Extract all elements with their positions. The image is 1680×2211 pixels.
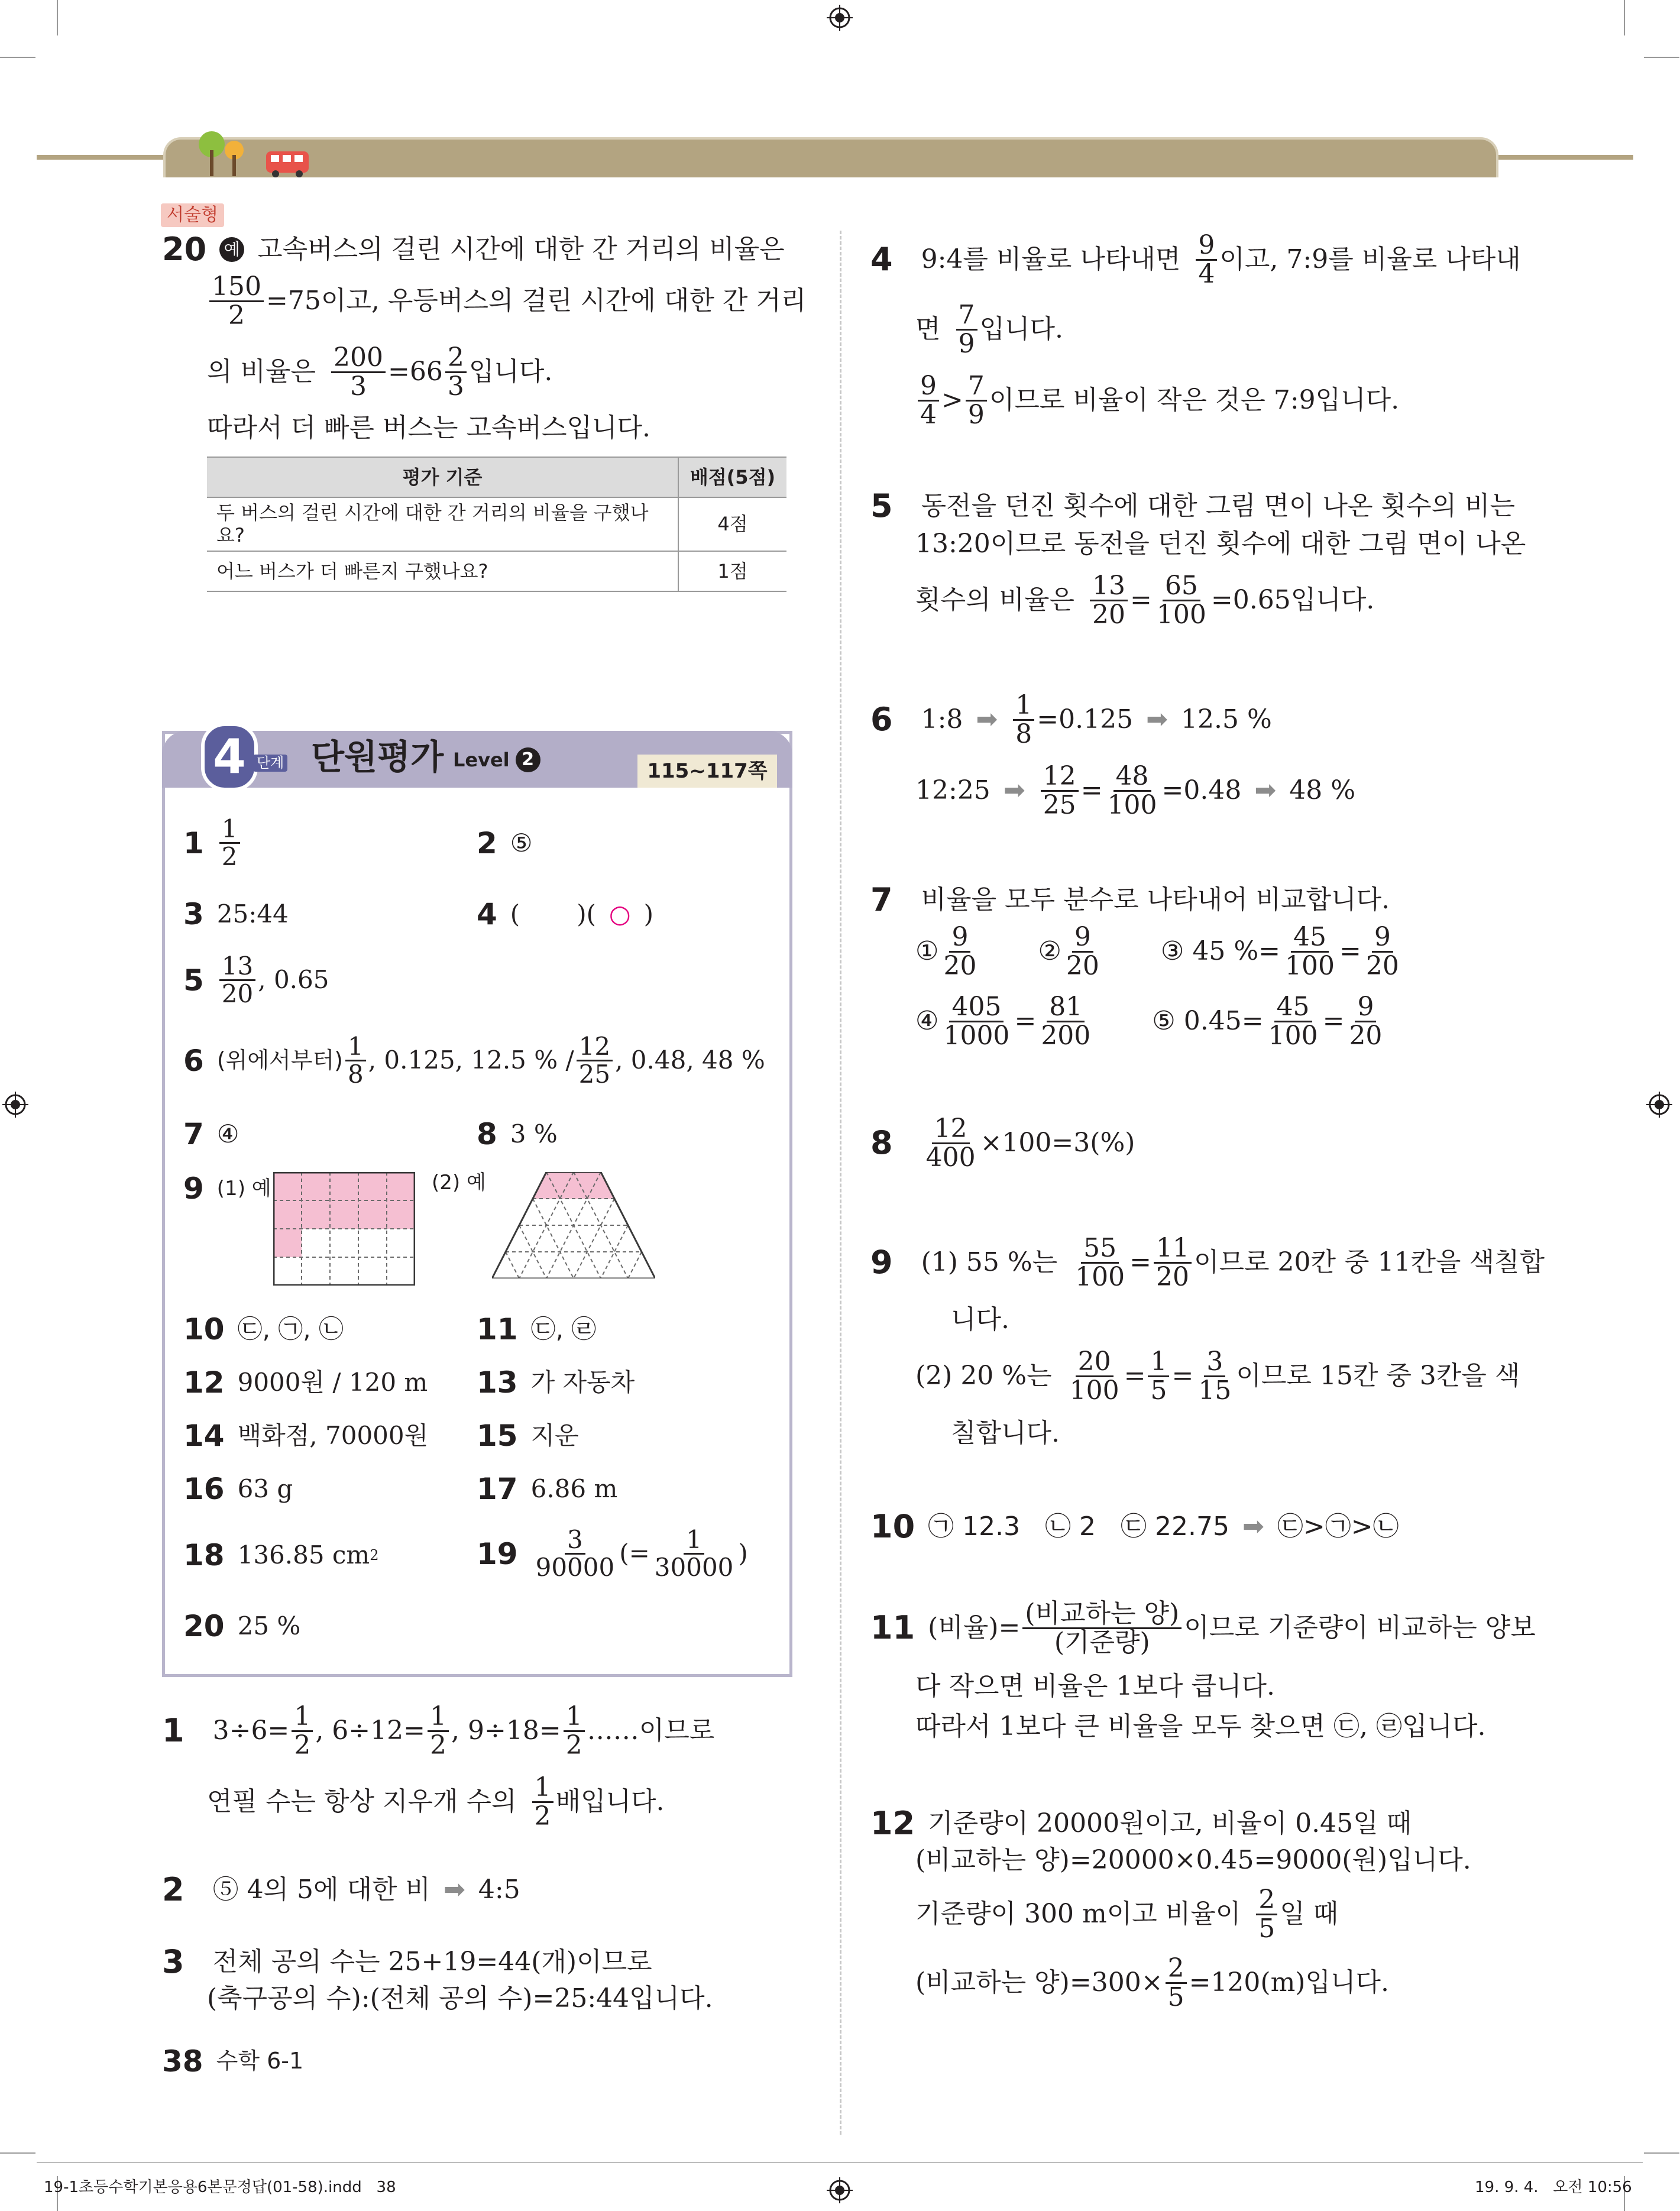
- answer-16: 16 63 g: [183, 1472, 293, 1506]
- solution-9-line2: 니다.: [951, 1304, 1009, 1335]
- crop-line: [0, 57, 35, 58]
- stage-badge: 4: [201, 723, 258, 791]
- criteria-score: 1점: [678, 551, 786, 591]
- question-number: 20: [162, 231, 207, 268]
- answer-9-part2: (2) 예: [432, 1171, 486, 1194]
- fraction: $\frac{13}{20}$: [219, 953, 255, 1007]
- fraction: $\frac{2}{5}$: [1166, 1955, 1187, 2011]
- q20-text: =75이고, 우등버스의 걸린 시간에 대한 간 거리: [266, 286, 807, 316]
- fraction: $\frac{81}{200}$: [1041, 992, 1091, 1051]
- criteria-item: 어느 버스가 더 빠른지 구했나요?: [207, 551, 678, 591]
- rectangle-grid-figure: [273, 1172, 415, 1286]
- answer-10: 10 ㉢, ㉠, ㉡: [183, 1312, 344, 1346]
- example-mark: 예: [219, 237, 244, 262]
- solution-3-line2: (축구공의 수):(전체 공의 수)=25:44입니다.: [207, 1983, 713, 2013]
- answer-18: 18 136.85 cm 2: [183, 1538, 379, 1572]
- solution-7-options-row2: ④ $\frac{405}{1000}$ = $\frac{81}{200}$ ⑤ 0.45= $\frac{45}{100}$ = $\frac{9}{20}$: [915, 993, 1387, 1050]
- fraction: $\frac{3}{15}$: [1198, 1346, 1232, 1406]
- solution-11-line3: 따라서 1보다 큰 비율을 모두 찾으면 ㉢, ㉣입니다.: [915, 1711, 1486, 1741]
- fraction: $\frac{2}{3}$: [445, 344, 467, 400]
- solution-1: 1 3÷6= $\frac{1}{2}$ , 6÷12= $\frac{1}{2}$ , 9÷18= $\frac{1}{2}$ ……이므로: [162, 1701, 715, 1761]
- solution-9-part2-line2: 칠합니다.: [951, 1418, 1060, 1448]
- solution-11: 11 (비율)= $\frac{\text{(비교하는 양)}}{\text{(기준량)}}$ 이므로 기준량이 비교하는 양보: [870, 1598, 1536, 1658]
- fraction: $\frac{12}{25}$: [1041, 763, 1079, 819]
- criteria-header: 평가 기준: [207, 457, 678, 497]
- fraction: $\frac{9}{20}$: [1365, 922, 1399, 982]
- arrow-icon: ➡: [1003, 775, 1025, 806]
- q20-line1: [162, 231, 785, 269]
- solution-4-line2: 면 $\frac{7}{9}$ 입니다.: [915, 300, 1064, 360]
- q20-line2: [207, 273, 806, 329]
- answer-20: 20 25 %: [183, 1609, 301, 1643]
- fraction: $\frac{7}{9}$: [966, 373, 987, 429]
- answer-7: 7 ④: [183, 1117, 239, 1151]
- solution-6-line2: 12:25 ➡ $\frac{12}{25}$ = $\frac{48}{100}$ =0.48 ➡ 48 %: [915, 761, 1356, 821]
- q20-text: 고속버스의 걸린 시간에 대한 간 거리의 비율은: [257, 234, 785, 264]
- fraction: $\frac{1}{2}$: [564, 1703, 585, 1759]
- solution-12-line3: 기준량이 300 m이고 비율이 $\frac{2}{5}$ 일 때: [915, 1885, 1339, 1944]
- fraction: $\frac{1}{30000}$: [654, 1525, 734, 1582]
- criteria-item: 두 버스의 걸린 시간에 대한 간 거리의 비율을 구했나요?: [207, 497, 678, 551]
- registration-mark-bottom: [827, 2177, 853, 2203]
- crop-line: [0, 2152, 35, 2154]
- registration-mark-top: [827, 5, 853, 31]
- q20-line4: [207, 413, 650, 444]
- solution-2: 2 ⑤ 4의 5에 대한 비 ➡ 4:5: [162, 1871, 520, 1908]
- answer-2: 2 ⑤: [477, 826, 533, 860]
- page-range: 115~117쪽: [637, 755, 777, 788]
- answer-19: 19 $\frac{3}{90000}$ (= $\frac{1}{30000}$ ): [477, 1525, 748, 1582]
- fraction: $\frac{65}{100}$: [1156, 571, 1206, 630]
- answer-8: 8 3 %: [477, 1117, 558, 1151]
- answer-1: 1 $\frac{1}{2}$: [183, 816, 242, 870]
- fraction: $\frac{45}{100}$: [1268, 992, 1318, 1051]
- fraction: $\frac{1}{2}$: [219, 816, 240, 870]
- fraction: $\frac{9}{20}$: [1066, 922, 1099, 982]
- print-footer-rule: [37, 2162, 1643, 2163]
- essay-tag: 서술형: [161, 203, 224, 227]
- column-divider: [840, 231, 841, 2135]
- criteria-score: 4점: [678, 497, 786, 551]
- answer-6: 6 (위에서부터) $\frac{1}{8}$ , 0.125, 12.5 % / $\frac{12}{25}$ , 0.48, 48 %: [183, 1032, 765, 1089]
- fraction: $\frac{1}{8}$: [1013, 692, 1034, 748]
- registration-mark-left: [2, 1092, 28, 1118]
- answer-17: 17 6.86 m: [477, 1472, 618, 1506]
- unit-title: 단원평가: [311, 737, 444, 777]
- solution-1-line2: 연필 수는 항상 지우개 수의 $\frac{1}{2}$ 배입니다.: [207, 1772, 665, 1832]
- level-label: Level 2: [453, 747, 540, 772]
- fraction: $\frac{7}{9}$: [956, 302, 977, 358]
- subject-label: 수학 6-1: [216, 2048, 304, 2074]
- solution-4-line3: $\frac{9}{4}$ > $\frac{7}{9}$ 이므로 비율이 작은 것은 7:9입니다.: [915, 373, 1399, 429]
- answer-11: 11 ㉢, ㉣: [477, 1312, 597, 1346]
- fraction: $\frac{\text{(비교하는 양)}}{\text{(기준량)}}$: [1022, 1600, 1181, 1656]
- q20-text: =66: [388, 357, 443, 387]
- solution-6: 6 1:8 ➡ $\frac{1}{8}$ =0.125 ➡ 12.5 %: [870, 690, 1272, 750]
- solution-9: 9 (1) 55 %는 $\frac{55}{100}$ = $\frac{11}{20}$ 이므로 20칸 중 11칸을 색칠합: [870, 1233, 1545, 1293]
- fraction: $\frac{13}{20}$: [1090, 572, 1128, 629]
- q20-text: 입니다.: [468, 357, 553, 387]
- arrow-icon: ➡: [444, 1875, 465, 1905]
- circle-mark: ○: [608, 899, 631, 928]
- fraction: $\frac{20}{100}$: [1069, 1346, 1119, 1406]
- fraction: $\frac{12}{400}$: [925, 1113, 976, 1173]
- page-footer: [162, 2044, 303, 2079]
- fraction: $\frac{11}{20}$: [1154, 1235, 1192, 1291]
- criteria-table: [207, 457, 786, 592]
- fraction: $\frac{3}{90000}$: [535, 1525, 615, 1582]
- fraction: $\frac{1}{2}$: [292, 1703, 313, 1759]
- q20-text: 따라서 더 빠른 버스는 고속버스입니다.: [207, 413, 650, 443]
- solution-8: 8 $\frac{12}{400}$ ×100=3(%): [870, 1113, 1135, 1173]
- arrow-icon: ➡: [1146, 704, 1168, 735]
- print-file-label: 19-1초등수학기본응용6본문정답(01-58).indd 38: [44, 2178, 396, 2196]
- fraction: $\frac{150}{2}$: [209, 273, 264, 329]
- crop-line: [57, 0, 58, 35]
- fraction: $\frac{1}{2}$: [532, 1774, 553, 1830]
- page-number: 38: [162, 2044, 203, 2079]
- fraction: $\frac{9}{4}$: [918, 373, 939, 429]
- arrow-icon: ➡: [1242, 1511, 1264, 1542]
- solution-12-line2: (비교하는 양)=20000×0.45=9000(원)입니다.: [915, 1845, 1471, 1875]
- answer-14: 14 백화점, 70000원: [183, 1419, 429, 1453]
- crop-line: [1624, 0, 1625, 35]
- fraction: $\frac{200}{3}$: [331, 344, 386, 400]
- crop-line: [1644, 2152, 1679, 2154]
- crop-line: [1644, 57, 1679, 58]
- answer-3: 3 25:44: [183, 897, 289, 931]
- answer-15: 15 지운: [477, 1419, 579, 1453]
- solution-4: 4 9:4를 비율로 나타내면 $\frac{9}{4}$ 이고, 7:9를 비율로 나타내: [870, 230, 1521, 290]
- fraction: $\frac{1}{5}$: [1148, 1348, 1169, 1404]
- print-date-label: 19. 9. 4. 오전 10:56: [1475, 2178, 1632, 2196]
- arrow-icon: ➡: [976, 704, 998, 735]
- fraction: $\frac{45}{100}$: [1285, 922, 1335, 982]
- q20-text: 의 비율은: [207, 357, 316, 387]
- q20-line3: [207, 344, 552, 400]
- fraction: $\frac{55}{100}$: [1075, 1233, 1125, 1293]
- solution-7: 7 비율을 모두 분수로 나타내어 비교합니다.: [870, 881, 1390, 918]
- solution-11-line2: 다 작으면 비율은 1보다 큽니다.: [915, 1671, 1275, 1701]
- answer-13: 13 가 자동차: [477, 1365, 635, 1400]
- solution-3: 3 전체 공의 수는 25+19=44(개)이므로: [162, 1943, 652, 1980]
- fraction: $\frac{9}{4}$: [1196, 232, 1217, 288]
- answer-12: 12 9000원 / 120 m: [183, 1365, 428, 1400]
- registration-mark-right: [1646, 1092, 1672, 1118]
- answer-5: 5 $\frac{13}{20}$ , 0.65: [183, 951, 329, 1009]
- fraction: $\frac{48}{100}$: [1107, 761, 1157, 821]
- solution-5: 5 동전을 던진 횟수에 대한 그림 면이 나온 횟수의 비는: [870, 487, 1516, 525]
- fraction: $\frac{405}{1000}$: [943, 992, 1010, 1051]
- fraction: $\frac{1}{2}$: [428, 1703, 449, 1759]
- solution-5-line2: 13:20이므로 동전을 던진 횟수에 대한 그림 면이 나온: [915, 529, 1526, 559]
- fraction: $\frac{1}{8}$: [345, 1034, 366, 1087]
- solution-10: 10 ㉠ 12.3 ㉡ 2 ㉢ 22.75 ➡ ㉢>㉠>㉡: [870, 1508, 1399, 1545]
- header-tab: [163, 137, 1498, 177]
- answer-4: 4 ( ) ( ○ ): [477, 897, 654, 931]
- answer-9: 9 (1) 예: [183, 1171, 271, 1206]
- bus-icon: [265, 149, 310, 177]
- fraction: $\frac{2}{5}$: [1256, 1886, 1277, 1943]
- level-number: 2: [516, 747, 540, 772]
- fraction: $\frac{9}{20}$: [1349, 992, 1383, 1051]
- solution-7-options-row1: ① $\frac{9}{20}$ ② $\frac{9}{20}$ ③ 45 %= $\frac{45}{100}$ = $\frac{9}{20}$: [915, 924, 1404, 980]
- stage-label: 단계: [253, 755, 287, 772]
- fraction: $\frac{9}{20}$: [943, 922, 977, 982]
- solution-5-line3: 횟수의 비율은 $\frac{13}{20}$ = $\frac{65}{100}$ =0.65입니다.: [915, 571, 1375, 630]
- solution-9-part2: (2) 20 %는 $\frac{20}{100}$ = $\frac{1}{5}$ = $\frac{3}{15}$ 이므로 15칸 중 3칸을 색: [915, 1346, 1520, 1406]
- solution-12: 12 기준량이 20000원이고, 비율이 0.45일 때: [870, 1805, 1412, 1842]
- score-header: 배점(5점): [678, 457, 786, 497]
- arrow-icon: ➡: [1254, 775, 1277, 806]
- triangle-grid-figure: [492, 1172, 655, 1278]
- tree-icon: [195, 127, 248, 176]
- solution-12-line4: (비교하는 양)=300× $\frac{2}{5}$ =120(m)입니다.: [915, 1953, 1389, 2013]
- fraction: $\frac{12}{25}$: [577, 1034, 613, 1087]
